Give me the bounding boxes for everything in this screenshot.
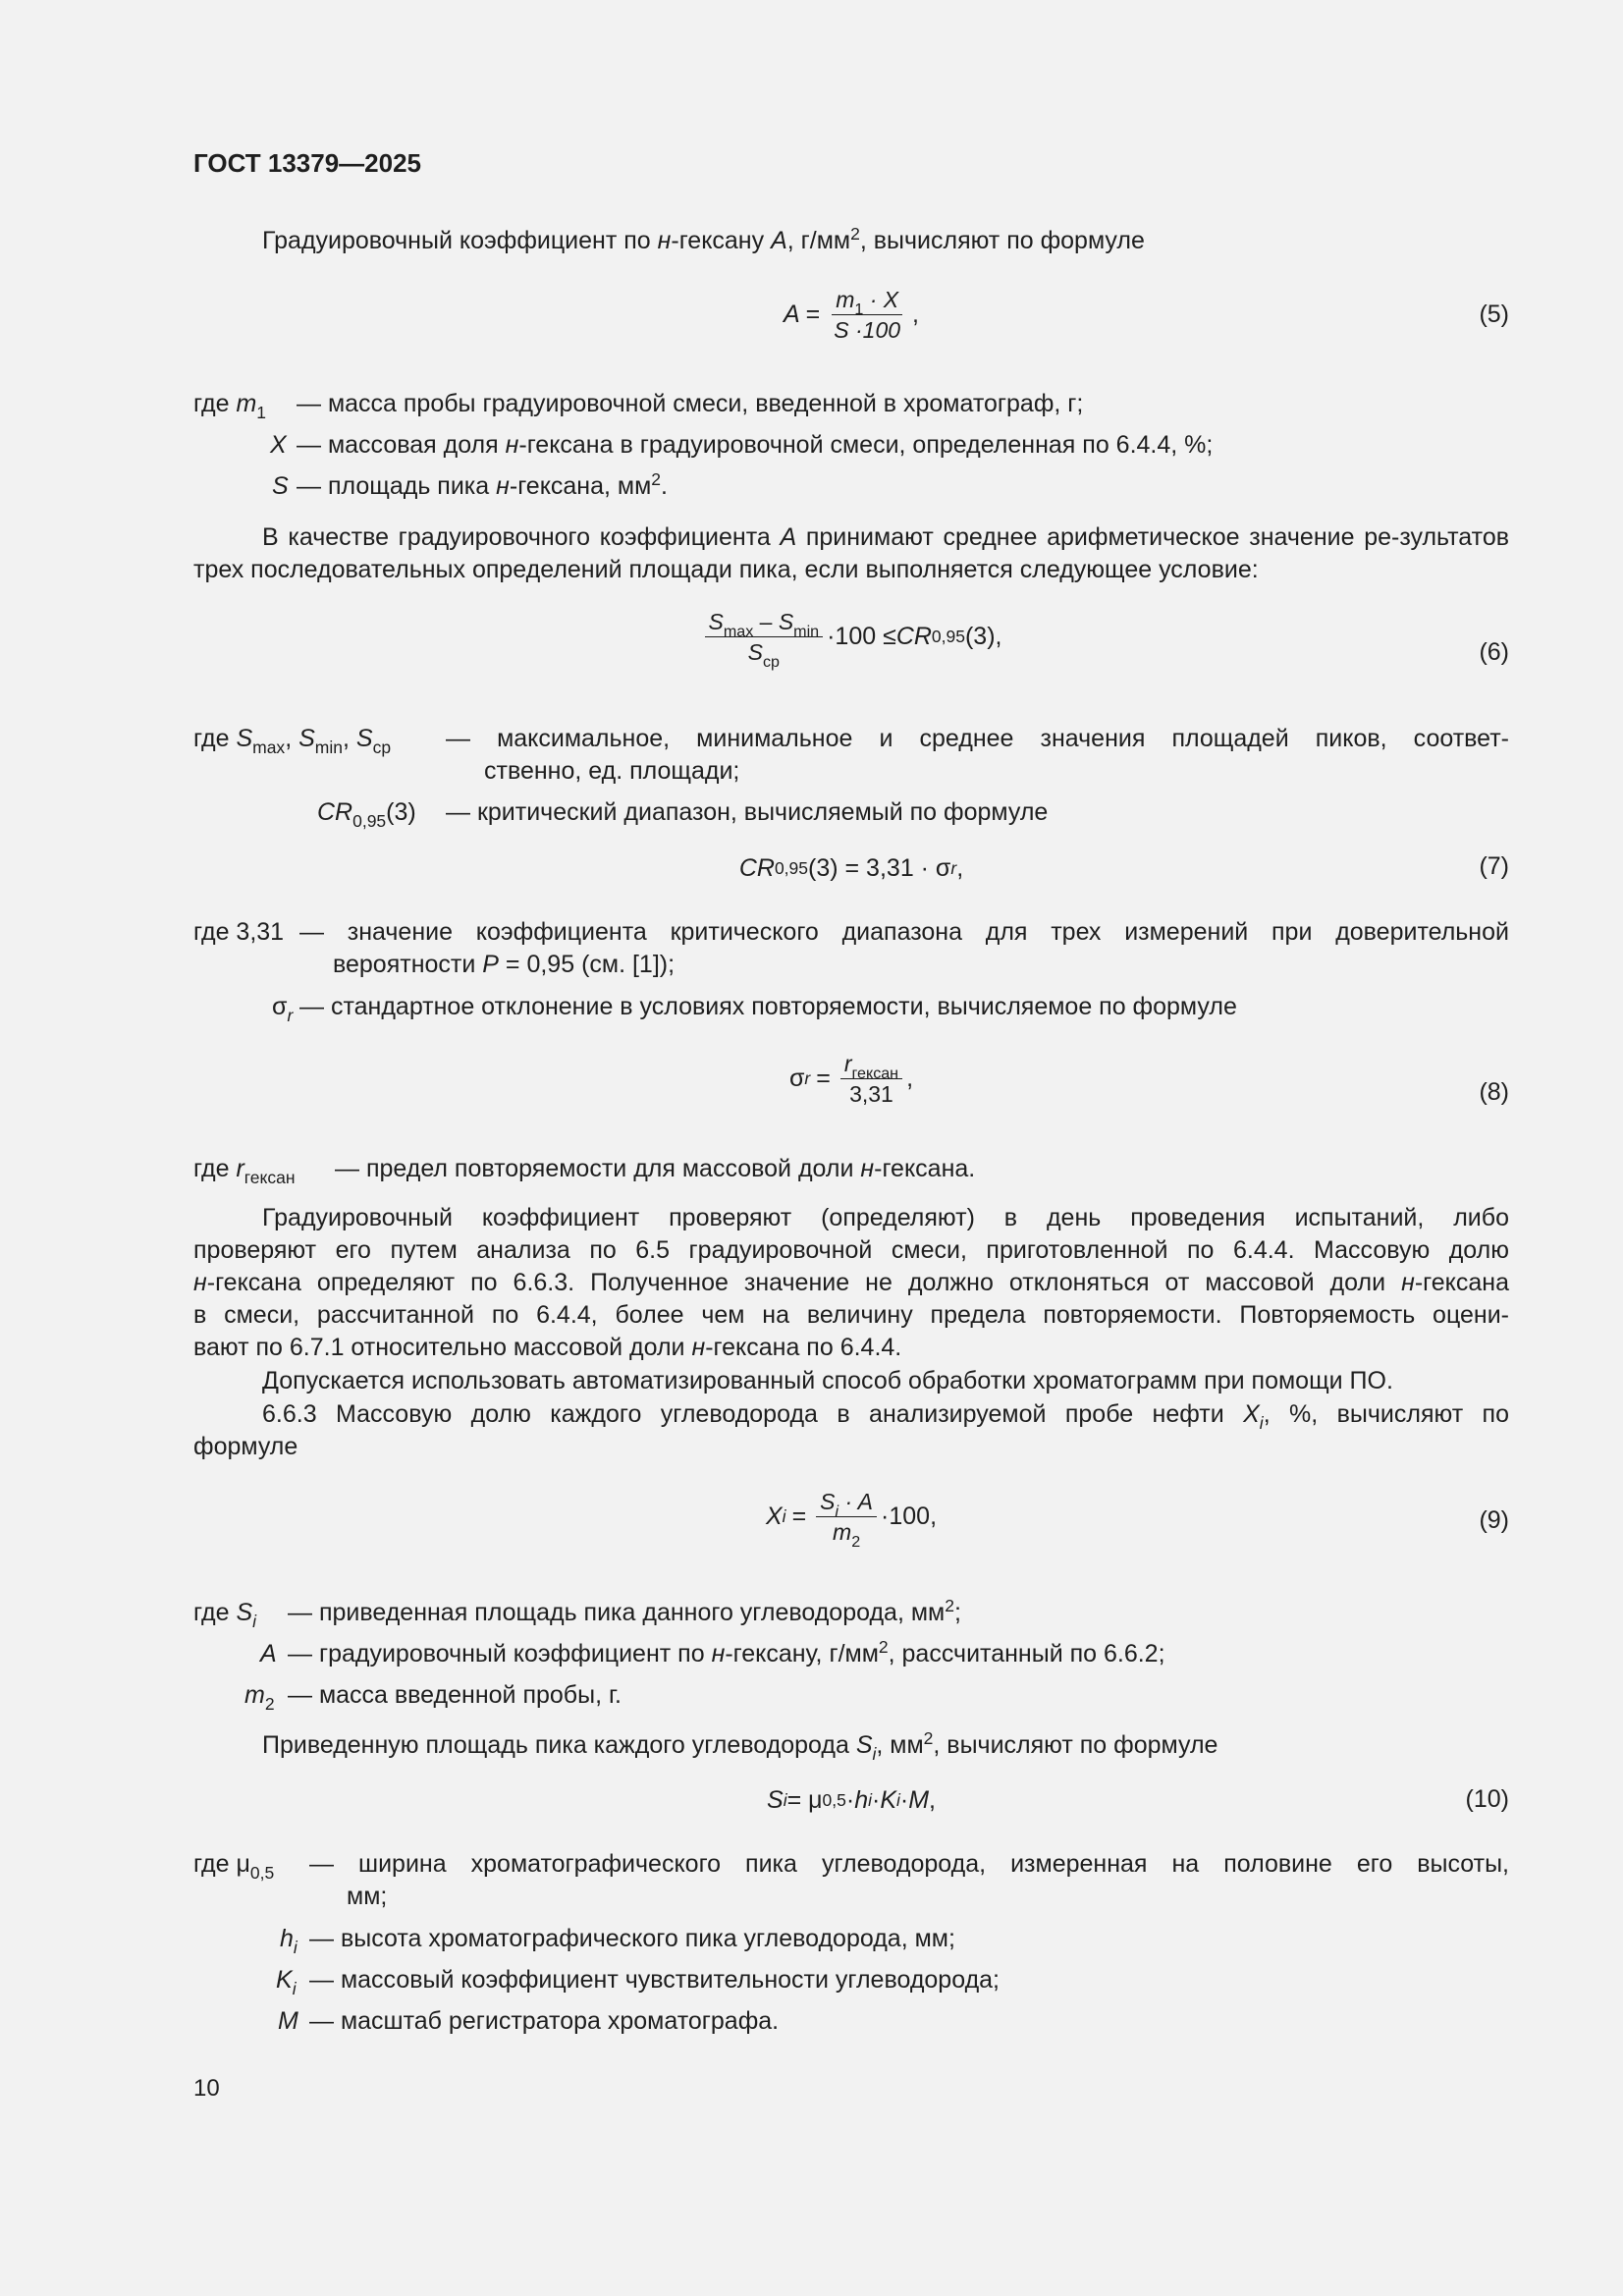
legend-formula-7: где 3,31 — значение коэффициента критического диапазона для трех измерений при доверительной вероятности P = 0,95 (см. [1]); $\sigma_r$ — стандартное отклонение в условиях повторяемости, вычисляемое по формуле <box>193 918 1509 1025</box>
legend-formula-5: где $m_1$ — масса пробы градуировочной смеси, введенной в хроматограф, г; X — массовая доля н-гексана в градуировочной смеси, определенная по 6.4.4, %; S — площадь пика н-гексана, $мм^2$. <box>193 390 1214 500</box>
paragraph-reduced-area: Приведенную площадь пика каждого углеводорода $S_i$, $мм^2$, вычисляют по формуле <box>262 1728 1218 1764</box>
legend-formula-8: где $r_{гексан}$ — предел повторяемости для массовой доли н-гексана. <box>193 1155 976 1187</box>
formula-9: X i = $\frac{S_i \cdot A}{m_2}$ ·100, (9) <box>765 1488 1509 1551</box>
formula-number: (8) <box>1479 1078 1509 1106</box>
paragraph-automation: Допускается использовать автоматизированный способ обработки хроматограмм при помощи ПО. <box>262 1367 1393 1394</box>
formula-6: $\frac{S_{max} - S_{min}}{S_{ср}}$ ·100 ≤ CR 0,95 (3), (6) <box>193 605 1509 674</box>
formula-number: (9) <box>1479 1506 1509 1534</box>
paragraph-condition: В качестве градуировочного коэффициента A принимают среднее арифметическое значение ре-зультатов трех последовательных определений площади пика, если выполняется следующее условие: <box>193 523 1509 583</box>
formula-number: (7) <box>1479 852 1509 880</box>
formula-5: A = $\frac{m_1 \cdot X}{S \cdot 100}$ , (5) <box>783 286 1509 343</box>
formula-10: S i = μ 0,5 · h i · K i · M , (10) <box>193 1783 1509 1823</box>
formula-7: CR 0,95 (3) = 3,31 · σ r , (7) <box>738 852 1509 882</box>
formula-8: σ r = $\frac{r_{гексан}}{3,31}$ , (8) <box>193 1047 1509 1116</box>
paragraph-verification: Градуировочный коэффициент проверяют (определяют) в день проведения испытаний, либо проверяют его путем анализа по 6.5 градуировочной смеси, приготовленной по 6.4.4. Массовую долю н-гексана определяют по 6.6.3. Полученное значение не должно отклоняться от массовой доли н-гексана в смеси, рассчитанной по 6.4.4, более чем на величину предела повторяемости. Повторяемость оцени- вают по 6.7.1 относительно массовой доли н-гексана по 6.4.4. <box>193 1204 1509 1361</box>
legend-formula-10: где $\mu_{0,5}$ — ширина хроматографического пика углеводорода, измеренная на половине его высоты, мм; $h_i$ — высота хроматографического пика углеводорода, мм; $K_i$ — массовый коэффициент чувствительности углеводорода; M — масштаб регистратора хроматографа. <box>193 1850 1509 2035</box>
legend-formula-9: где $S_i$ — приведенная площадь пика данного углеводорода, $мм^2$; A — градуировочный коэффициент по н-гексану, $г/мм^2$, рассчитанный по 6.6.2; $m_2$ — масса введенной пробы, г. <box>193 1596 1165 1714</box>
paragraph-intro-a: Градуировочный коэффициент по н-гексану A, $г/мм^2$, вычисляют по формуле <box>262 224 1145 254</box>
legend-formula-6: где $S_{max}$, $S_{min}$, $S_{ср}$ — максимальное, минимальное и среднее значения площадей пиков, соответ- ственно, ед. площади; $CR_{0,95}(3)$ — критический диапазон, вычисляемый по формуле <box>193 725 1509 831</box>
paragraph-6-6-3: 6.6.3 Массовую долю каждого углеводорода в анализируемой пробе нефти $X_i$, %, вычисляют по формуле <box>193 1400 1509 1460</box>
document-header: ГОСТ 13379—2025 <box>193 148 421 178</box>
page-number: 10 <box>193 2075 220 2102</box>
formula-number: (10) <box>1465 1785 1509 1813</box>
formula-number: (5) <box>1479 301 1509 328</box>
formula-number: (6) <box>1479 638 1509 666</box>
